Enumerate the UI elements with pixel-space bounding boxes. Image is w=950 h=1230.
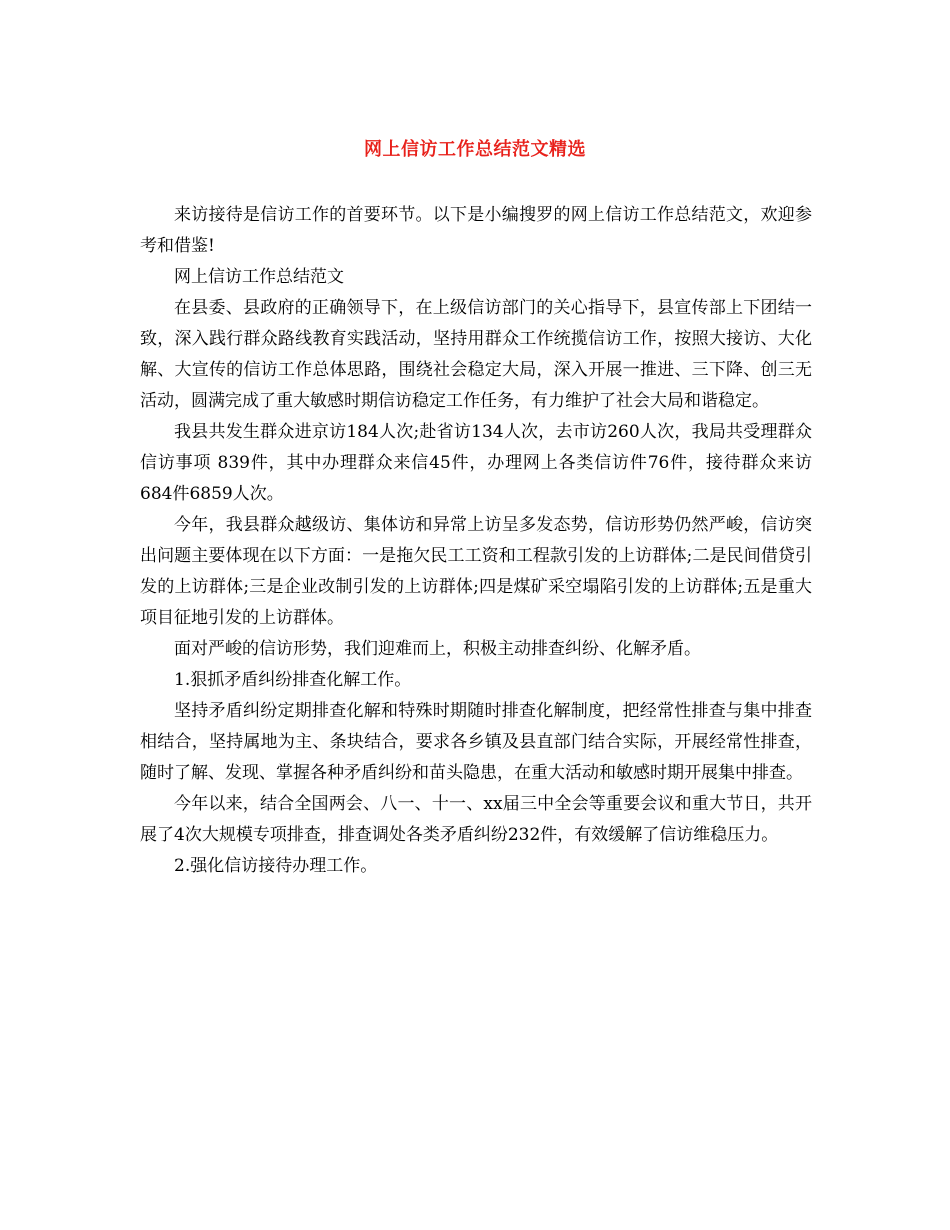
- section-heading: 网上信访工作总结范文: [174, 267, 344, 287]
- numbered-heading: 2.强化信访接待办理工作。: [174, 856, 378, 876]
- statistics-paragraph: 我县共发生群众进京访184人次;赴省访134人次，去市访260人次，我局共受理群众信访事项 839件，其中办理群众来信45件，办理网上各类信访件76件，接待群众来访684件6859人次。: [140, 422, 812, 504]
- numbered-heading: 1.狠抓矛盾纠纷排查化解工作。: [174, 670, 412, 690]
- body-paragraph: 坚持矛盾纠纷定期排查化解和特殊时期随时排查化解制度，把经常性排查与集中排查相结合，坚持属地为主、条块结合，要求各乡镇及县直部门结合实际，开展经常性排查，随时了解、发现、掌握各种矛盾纠纷和苗头隐患，在重大活动和敏感时期开展集中排查。: [140, 701, 812, 783]
- body-paragraph: 今年，我县群众越级访、集体访和异常上访呈多发态势，信访形势仍然严峻，信访突出问题主要体现在以下方面：一是拖欠民工工资和工程款引发的上访群体;二是民间借贷引发的上访群体;三是企业改制引发的上访群体;四是煤矿采空塌陷引发的上访群体;五是重大项目征地引发的上访群体。: [140, 515, 812, 628]
- body-paragraph: 今年以来，结合全国两会、八一、十一、xx届三中全会等重要会议和重大节日，共开展了4次大规模专项排查，排查调处各类矛盾纠纷232件，有效缓解了信访维稳压力。: [140, 794, 812, 845]
- body-paragraph: 面对严峻的信访形势，我们迎难而上，积极主动排查纠纷、化解矛盾。: [174, 639, 701, 659]
- body-paragraph: 在县委、县政府的正确领导下，在上级信访部门的关心指导下，县宣传部上下团结一致，深入践行群众路线教育实践活动，坚持用群众工作统揽信访工作，按照大接访、大化解、大宣传的信访工作总体思路，围绕社会稳定大局，深入开展一推进、三下降、创三无活动，圆满完成了重大敏感时期信访稳定工作任务，有力维护了社会大局和谐稳定。: [140, 298, 812, 411]
- intro-paragraph: 来访接待是信访工作的首要环节。以下是小编搜罗的网上信访工作总结范文，欢迎参考和借鉴!: [140, 205, 812, 256]
- document-body: [140, 200, 812, 882]
- document-title: 网上信访工作总结范文精选: [364, 139, 586, 160]
